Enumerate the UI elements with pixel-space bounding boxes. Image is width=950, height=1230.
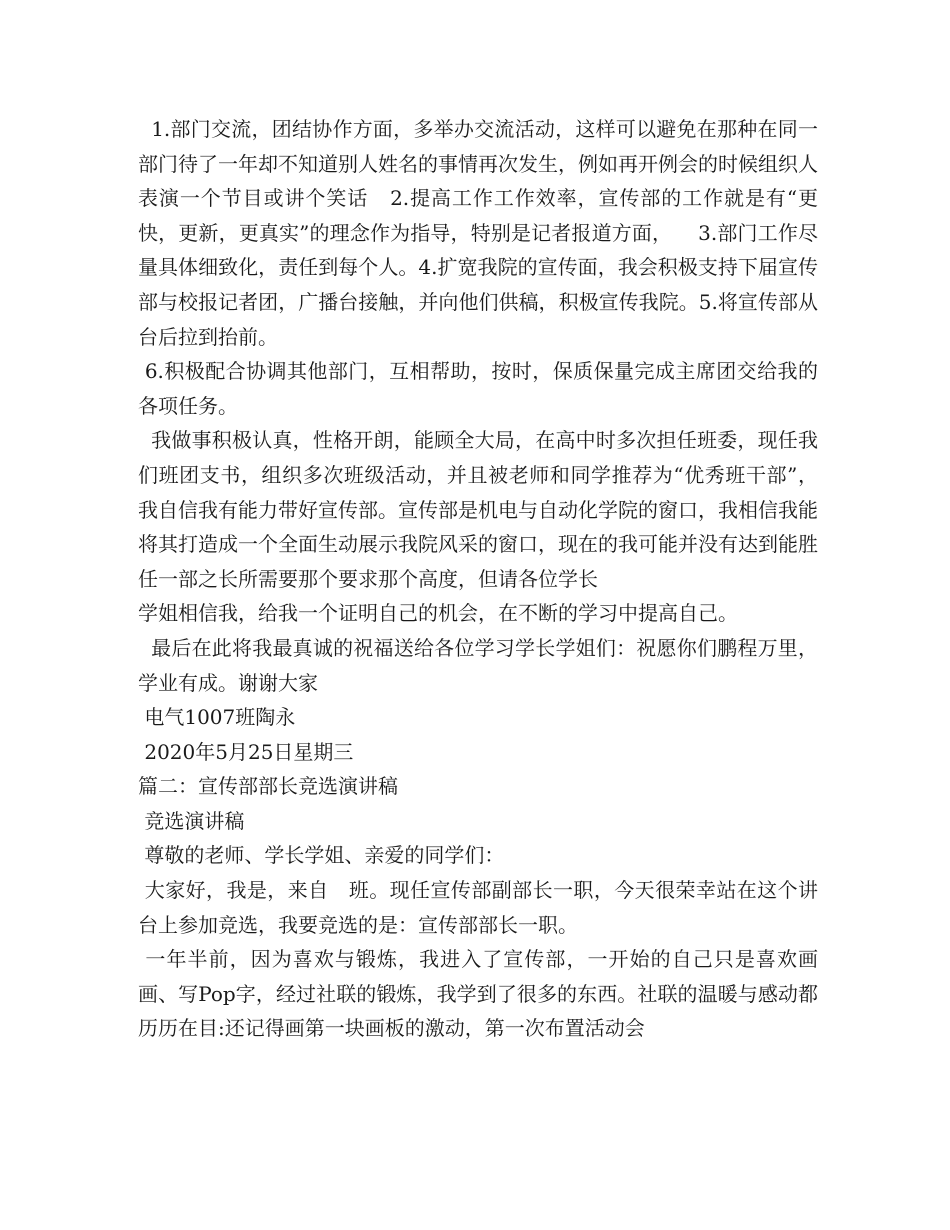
paragraph-5: 最后在此将我最真诚的祝福送给各位学习学长学姐们：祝愿你们鹏程万里，学业有成。谢谢大家 bbox=[138, 635, 819, 695]
paragraph-2: 6.积极配合协调其他部门，互相帮助，按时，保质保量完成主席团交给我的各项任务。 bbox=[138, 359, 819, 418]
section-heading: 篇二：宣传部部长竞选演讲稿 bbox=[138, 774, 398, 799]
paragraph-experience: 一年半前，因为喜欢与锻炼，我进入了宣传部，一开始的自己只是喜欢画画、写Pop字，经过社联的锻炼，我学到了很多的东西。社联的温暖与感动都历历在目:还记得画第一块画板的激动，第一次布置活动会 bbox=[138, 947, 819, 1041]
paragraph-1: 1.部门交流，团结协作方面，多举办交流活动，这样可以避免在那种在同一部门待了一年却不知道别人姓名的事情再次发生，例如再开例会的时候组织人表演一个节目或讲个笑话 2.提高工作工作效率，宣传部的工作就是有“更快，更新，更真实”的理念作为指导，特别是记者报道方面， 3.部门工作尽量具体细致化，责任到每个人。4.扩宽我院的宣传面，我会积极支持下届宣传部与校报记者团，广播台接触，并向他们供稿，积极宣传我院。5.将宣传部从台后拉到抬前。 bbox=[138, 117, 818, 349]
paragraph-intro: 大家好，我是，来自 班。现任宣传部副部长一职，今天很荣幸站在这个讲台上参加竞选，我要竞选的是：宣传部部长一职。 bbox=[138, 878, 818, 937]
document-body bbox=[138, 112, 818, 1046]
paragraph-4: 学姐相信我，给我一个证明自己的机会，在不断的学习中提高自己。 bbox=[138, 601, 738, 626]
signature-line: 电气1007班陶永 bbox=[138, 705, 296, 730]
speech-title: 竞选演讲稿 bbox=[138, 808, 245, 833]
date-line: 2020年5月25日星期三 bbox=[138, 739, 354, 764]
paragraph-3: 我做事积极认真，性格开朗，能顾全大局，在高中时多次担任班委，现任我们班团支书，组织多次班级活动，并且被老师和同学推荐为“优秀班干部”，我自信我有能力带好宣传部。宣传部是机电与自动化学院的窗口，我相信我能将其打造成一个全面生动展示我院风采的窗口，现在的我可能并没有达到能胜任一部之长所需要那个要求那个高度，但请各位学长 bbox=[138, 428, 819, 591]
salutation: 尊敬的老师、学长学姐、亲爱的同学们： bbox=[138, 843, 505, 868]
